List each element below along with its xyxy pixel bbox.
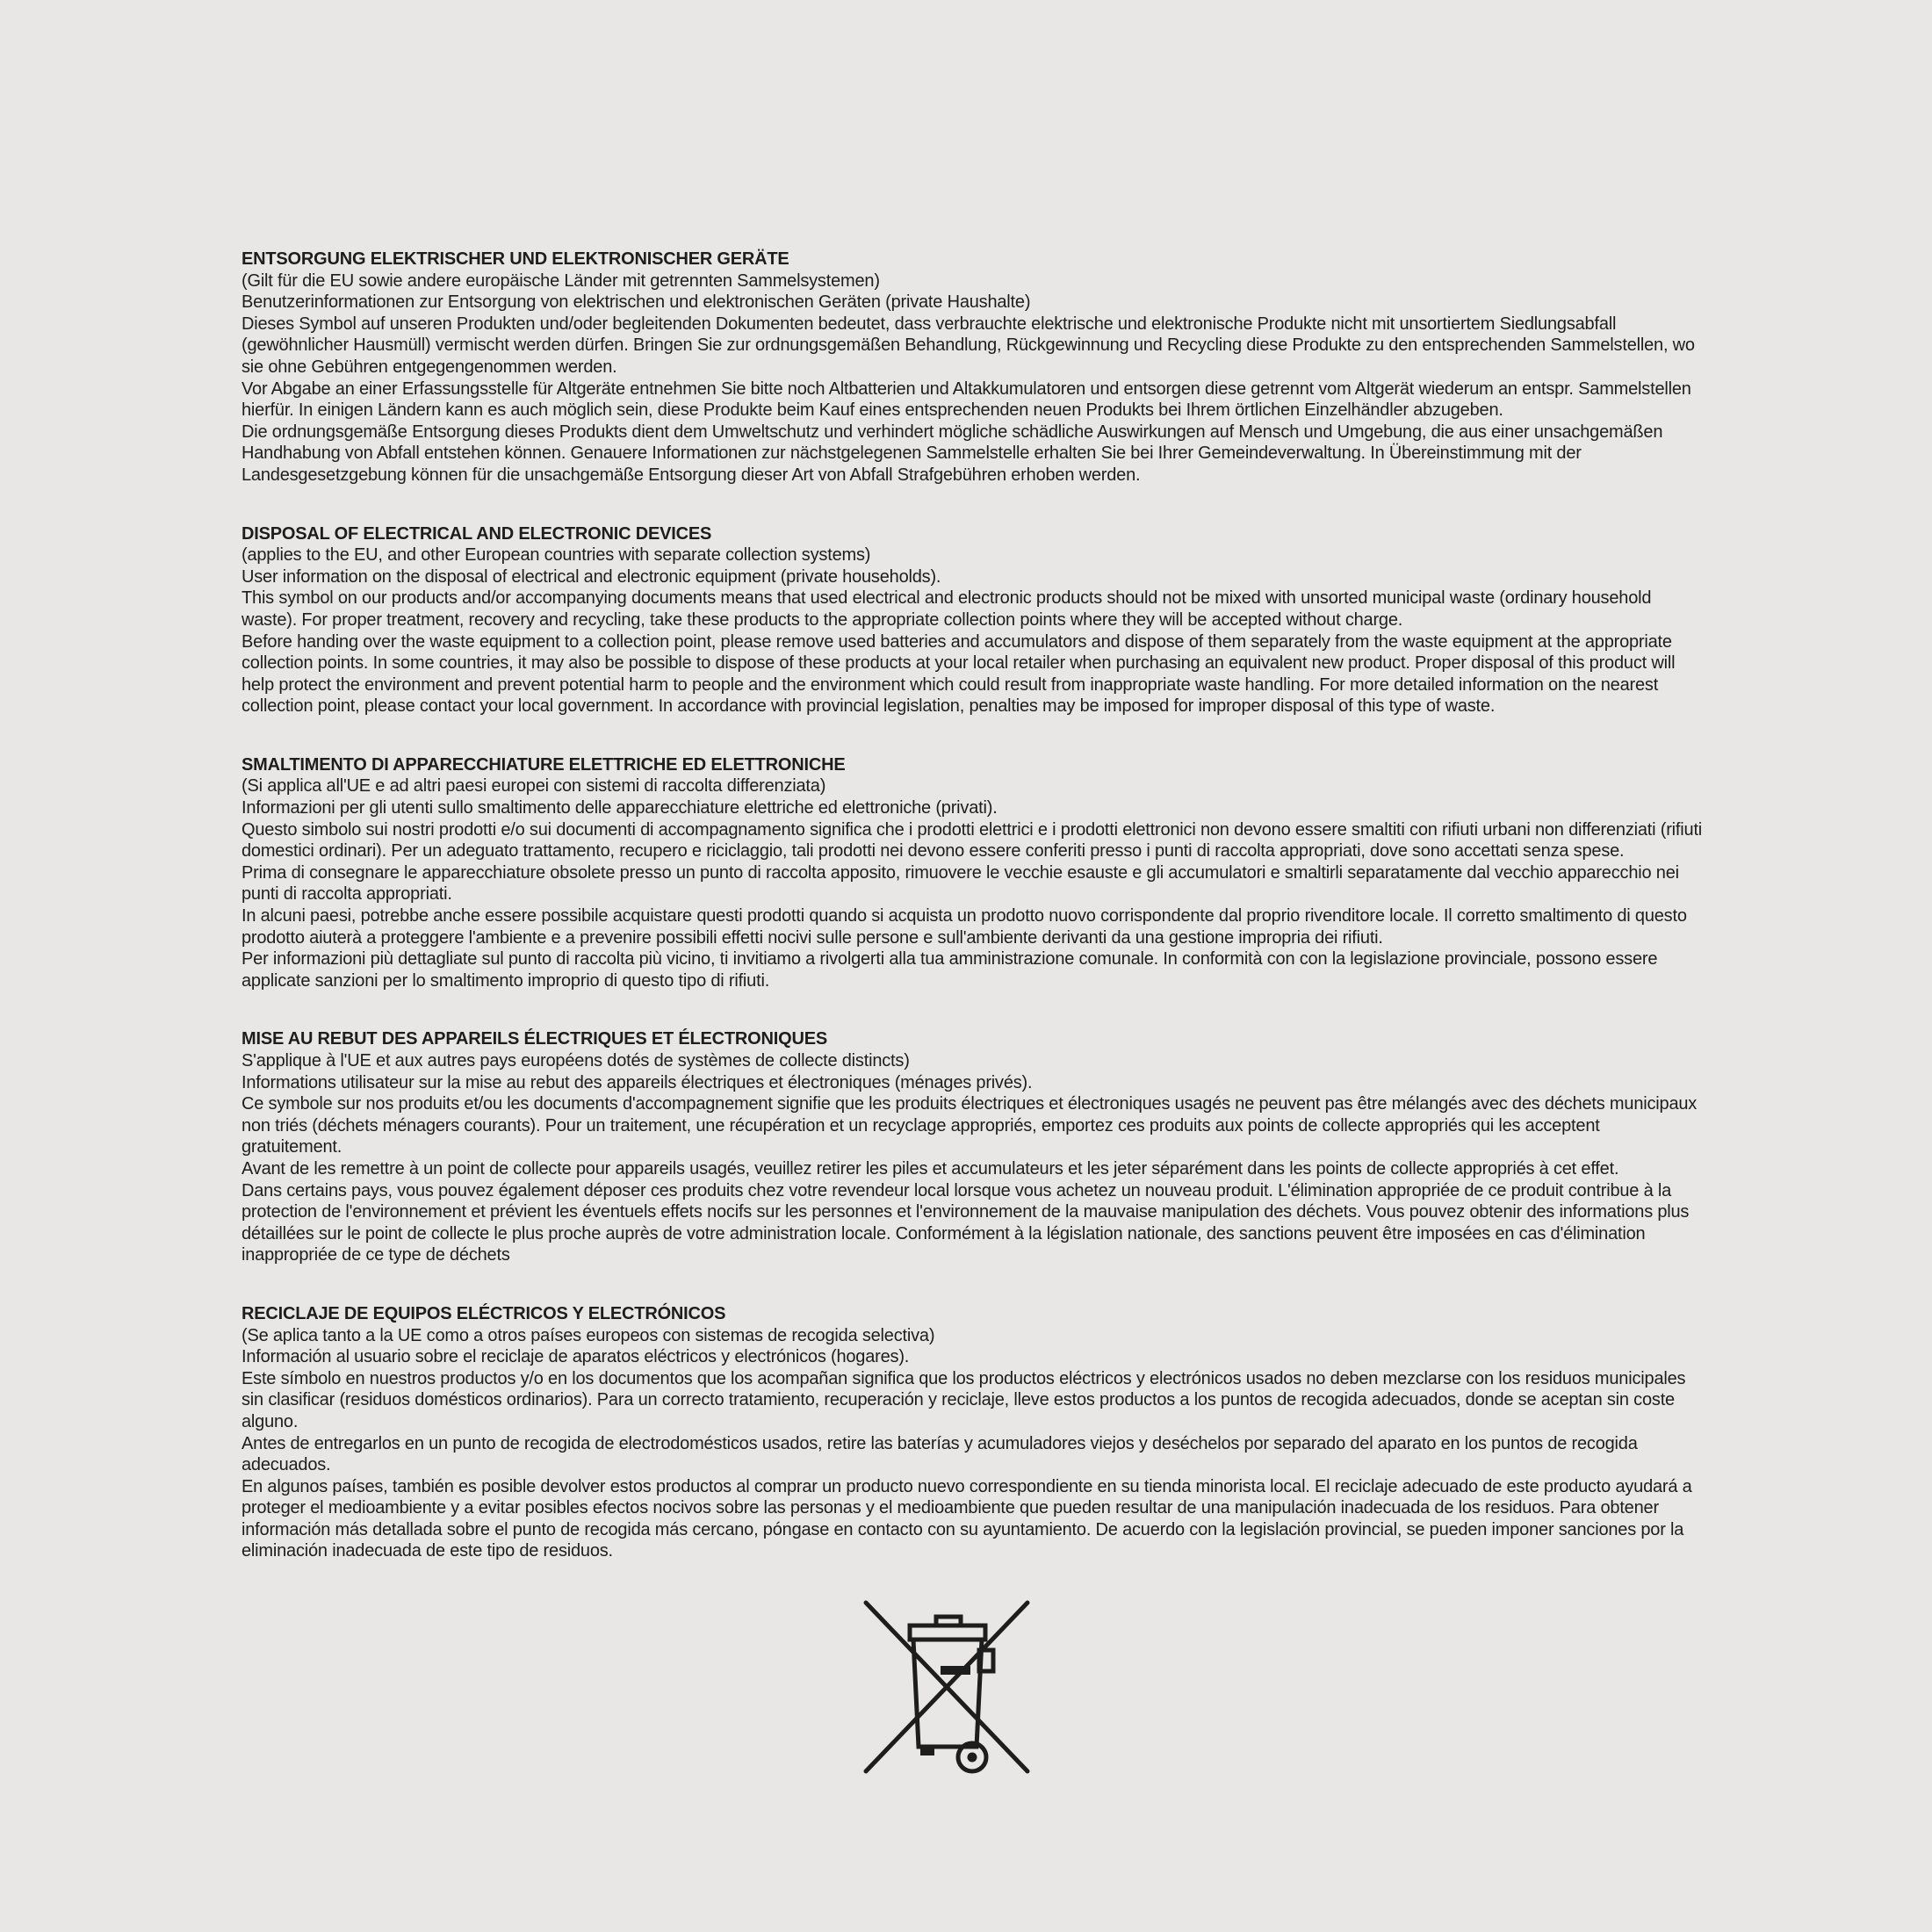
paragraph: In alcuni paesi, potrebbe anche essere possibile acquistare questi prodotti quando si acquista un prodotto nuovo corrispondente dal proprio rivenditore locale. Il corretto smaltimento di questo prodotto aiuterà a proteggere l'ambiente e a prevenire possibili effetti nocivi sulle persone e sull'ambiente derivanti da una gestione impropria dei rifiuti.: [242, 906, 1687, 948]
paragraph: Avant de les remettre à un point de collecte pour appareils usagés, veuillez retirer les piles et accumulateurs et les jeter séparément dans les points de collecte appropriés à cet effet.: [242, 1158, 1619, 1179]
section-heading-french: MISE AU REBUT DES APPAREILS ÉLECTRIQUES ET ÉLECTRONIQUES: [242, 1029, 828, 1049]
paragraph: Dieses Symbol auf unseren Produkten und/oder begleitenden Dokumenten bedeutet, dass verbrauchte elektrische und elektronische Produkte nicht mit unsortiertem Siedlungsabfall (gewöhnlicher Hausmüll) vermischt werden dürfen. Bringen Sie zur ordnungsgemäßen Behandlung, Rückgewinnung und Recycling diese Produkte zu den entsprechenden Sammelstellen, wo sie ohne Gebühren entgegengenommen werden.: [242, 314, 1695, 377]
section-heading-spanish: RECICLAJE DE EQUIPOS ELÉCTRICOS Y ELECTRÓNICOS: [242, 1303, 726, 1323]
paragraph: (Gilt für die EU sowie andere europäische Länder mit getrennten Sammelsystemen): [242, 270, 880, 291]
section-german: [242, 249, 1704, 487]
bin-wheel-hub: [967, 1753, 977, 1763]
section-english: [242, 523, 1704, 717]
section-french: [242, 1028, 1704, 1266]
paragraph: Información al usuario sobre el reciclaje de aparatos eléctricos y electrónicos (hogares).: [242, 1347, 910, 1367]
paragraph: This symbol on our products and/or accompanying documents means that used electrical and electronic products should not be mixed with unsorted municipal waste (ordinary household waste). For proper treatment, recovery and recycling, take these products to the appropriate collection points where they will be accepted without charge.: [242, 588, 1652, 630]
section-spanish: [242, 1303, 1704, 1562]
paragraph: Prima di consegnare le apparecchiature obsolete presso un punto di raccolta apposito, rimuovere le vecchie esauste e gli accumulatori e smaltirli separatamente dal vecchio apparecchio nei punti di raccolta appropriati.: [242, 862, 1679, 905]
section-heading-english: DISPOSAL OF ELECTRICAL AND ELECTRONIC DEVICES: [242, 523, 712, 544]
paragraph: Antes de entregarlos en un punto de recogida de electrodomésticos usados, retire las baterías y acumuladores viejos y deséchelos por separado del aparato en los puntos de recogida adecuados.: [242, 1433, 1638, 1475]
paragraph: Informazioni per gli utenti sullo smaltimento delle apparecchiature elettriche ed elettroniche (privati).: [242, 798, 998, 818]
bin-lid-handle: [936, 1617, 961, 1626]
paragraph: Before handing over the waste equipment to a collection point, please remove used batteries and accumulators and dispose of them separately from the waste equipment at the appropriate collection points. In some countries, it may also be possible to dispose of these products at your local retailer when purchasing an equivalent new product. Proper disposal of this product will help protect the environment and prevent potential harm to people and the environment which could result from inappropriate waste handling. For more detailed information on the nearest collection point, please contact your local government. In accordance with provincial legislation, penalties may be imposed for improper disposal of this type of waste.: [242, 631, 1676, 717]
paragraph: User information on the disposal of electrical and electronic equipment (private households).: [242, 566, 941, 587]
paragraph: (applies to the EU, and other European countries with separate collection systems): [242, 545, 871, 566]
paragraph: Ce symbole sur nos produits et/ou les documents d'accompagnement signifie que les produits électriques et électroniques usagés ne peuvent pas être mélangés avec des déchets municipaux non triés (déchets ménagers courants). Pour un traitement, une récupération et un recyclage appropriés, emportez ces produits aux points de collecte appropriés qui les acceptent gratuitement.: [242, 1094, 1698, 1157]
paragraph: Este símbolo en nuestros productos y/o en los documentos que los acompañan significa que los productos eléctricos y electrónicos usados no deben mezclarse con los residuos municipales sin clasificar (residuos domésticos ordinarios). Para un correcto tratamiento, recuperación y reciclaje, lleve estos productos a los puntos de recogida adecuados, donde se aceptan sin coste alguno.: [242, 1368, 1686, 1431]
section-heading-italian: SMALTIMENTO DI APPARECCHIATURE ELETTRICHE ED ELETTRONICHE: [242, 754, 846, 775]
section-heading-german: ENTSORGUNG ELEKTRISCHER UND ELEKTRONISCHER GERÄTE: [242, 249, 789, 269]
paragraph: Per informazioni più dettagliate sul punto di raccolta più vicino, ti invitiamo a rivolgerti alla tua amministrazione comunale. In conformità con con la legislazione provinciale, possono essere applicate sanzioni per lo smaltimento improprio di questo tipo di rifiuti.: [242, 949, 1658, 991]
weee-symbol: [859, 1599, 1034, 1788]
paragraph: Die ordnungsgemäße Entsorgung dieses Produkts dient dem Umweltschutz und verhindert mögliche schädliche Auswirkungen auf Mensch und Umgebung, die aus einer unsachgemäßen Handhabung von Abfall entstehen können. Genauere Informationen zur nächstgelegenen Sammelstelle erhalten Sie bei Ihrer Gemeindeverwaltung. In Übereinstimmung mit der Landesgesetzgebung können für die unsachgemäße Entsorgung dieser Art von Abfall Strafgebühren erhoben werden.: [242, 422, 1663, 485]
paragraph: Dans certains pays, vous pouvez également déposer ces produits chez votre revendeur local lorsque vous achetez un nouveau produit. L'élimination appropriée de ce produit contribue à la protection de l'environnement et prévient les éventuels effets nocifs sur les personnes et l'environnement de la mauvaise manipulation des déchets. Vous pouvez obtenir des informations plus détaillées sur le point de collecte le plus proche auprès de votre administration locale. Conformément à la législation nationale, des sanctions peuvent être imposées en cas d'élimination inappropriée de ce type de déchets: [242, 1180, 1690, 1265]
paragraph: Questo simbolo sui nostri prodotti e/o sui documenti di accompagnamento significa che i prodotti elettrici e i prodotti elettronici non devono essere smaltiti con rifiuti urbani non differenziati (rifiuti domestici ordinari). Per un adeguato trattamento, recupero e riciclaggio, tali prodotti nei devono essere conferiti presso i punti di raccolta appropriati, dove sono accettati senza spese.: [242, 819, 1703, 861]
section-italian: [242, 754, 1704, 992]
paragraph: (Se aplica tanto a la UE como a otros países europeos con sistemas de recogida selectiva): [242, 1325, 935, 1345]
paragraph: Vor Abgabe an einer Erfassungsstelle für Altgeräte entnehmen Sie bitte noch Altbatterien und Altakkumulatoren und entsorgen diese getrennt vom Altgerät wiederum an entspr. Sammelstellen hierfür. In einigen Ländern kann es auch möglich sein, diese Produkte beim Kauf eines entsprechenden neuen Produkts bei Ihrem örtlichen Einzelhändler abzugeben.: [242, 378, 1691, 421]
paragraph: Benutzerinformationen zur Entsorgung von elektrischen und elektronischen Geräten (private Haushalte): [242, 292, 1031, 313]
bin-body: [913, 1640, 982, 1747]
crossed-out-wheelie-bin-icon: [859, 1599, 1034, 1788]
paragraph: S'applique à l'UE et aux autres pays européens dotés de systèmes de collecte distincts): [242, 1051, 910, 1071]
document-page: [242, 249, 1704, 1788]
paragraph: En algunos países, también es posible devolver estos productos al comprar un producto nuevo correspondiente en su tienda minorista local. El reciclaje adecuado de este producto ayudará a proteger el medioambiente y a evitar posibles efectos nocivos sobre las personas y el medioambiente que pueden resultar de una manipulación inadecuada de los residuos. Para obtener información más detallada sobre el punto de recogida más cercano, póngase en contacto con su ayuntamiento. De acuerdo con la legislación provincial, se pueden imponer sanciones por la eliminación inadecuada de este tipo de residuos.: [242, 1476, 1692, 1561]
paragraph: Informations utilisateur sur la mise au rebut des appareils électriques et électroniques (ménages privés).: [242, 1072, 1033, 1092]
paragraph: (Si applica all'UE e ad altri paesi europei con sistemi di raccolta differenziata): [242, 776, 826, 797]
bin-foot: [920, 1747, 934, 1755]
